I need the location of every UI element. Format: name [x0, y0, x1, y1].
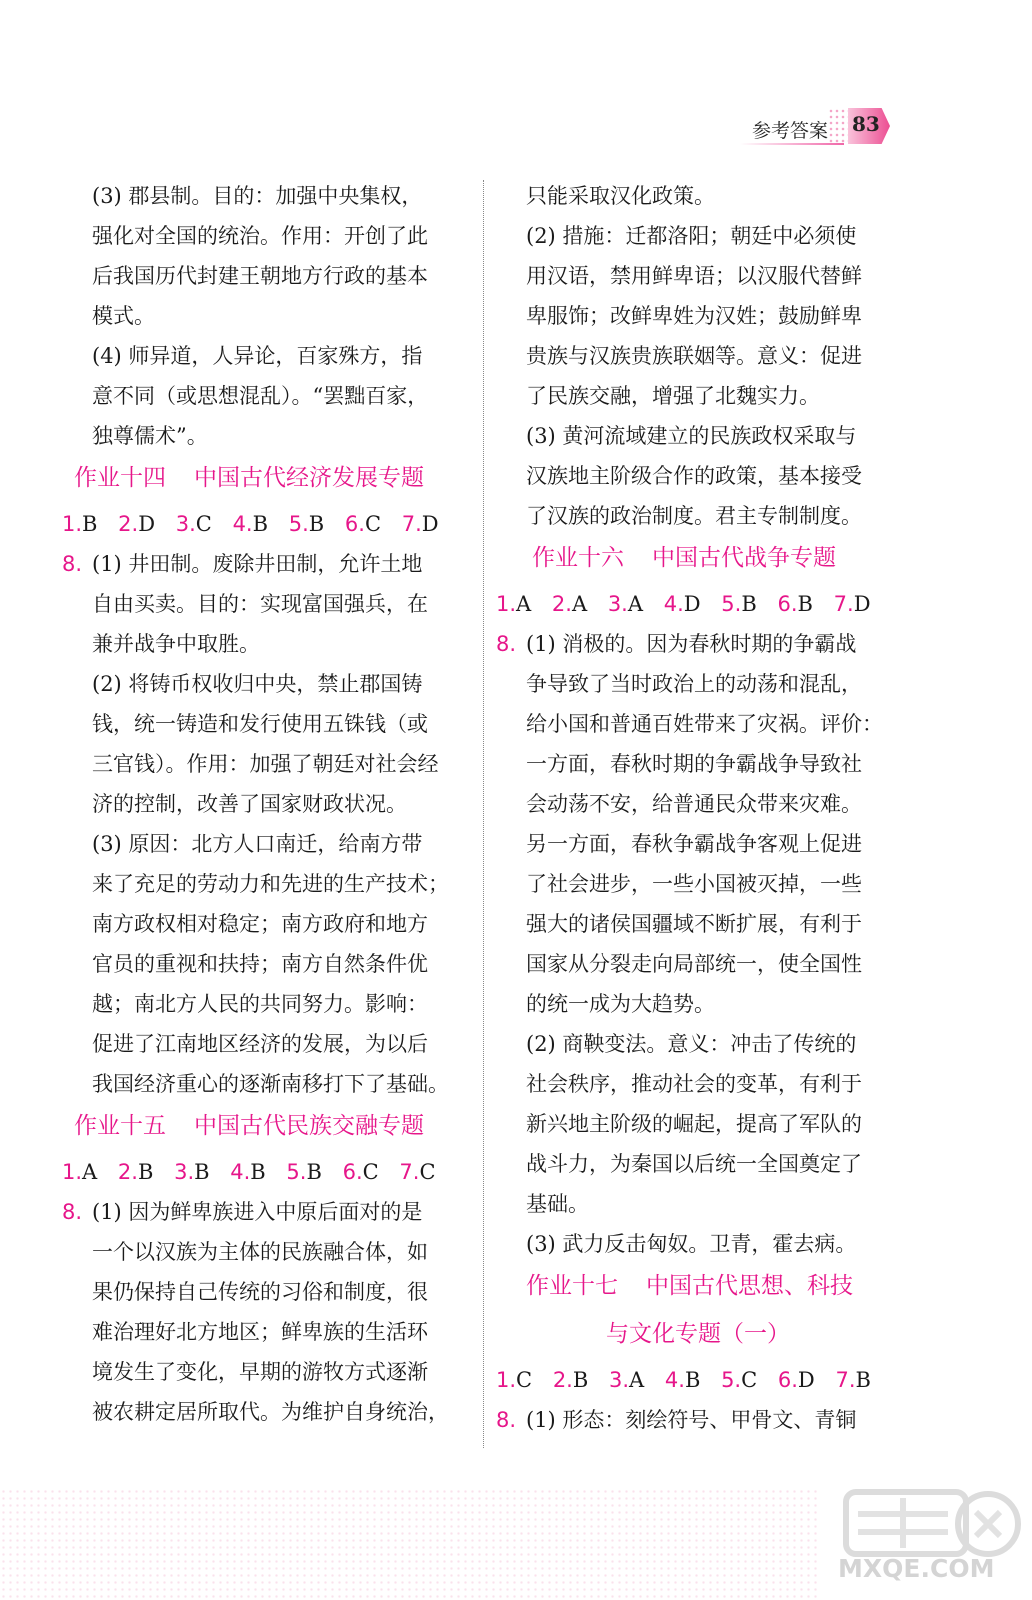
question-number: 8. [496, 1408, 517, 1432]
page-number: 83 [852, 112, 880, 136]
answer-letter: B [250, 1160, 266, 1184]
answer-number: 3. [608, 1368, 630, 1392]
answer-item [834, 584, 871, 624]
column-divider [483, 180, 484, 1448]
text-line: 越；南北方人民的共同努力。影响： [92, 992, 428, 1016]
question-8-line [62, 1192, 462, 1232]
answer-number: 7. [833, 592, 854, 616]
text-line: 了民族交融，增强了北魏实力。 [526, 384, 820, 408]
watermark-text: MXQE.COM [838, 1554, 995, 1583]
answer-letter: C [364, 512, 382, 536]
text-line: 自由买卖。目的：实现富国强兵，在 [92, 592, 428, 616]
answer-number: 7. [835, 1368, 856, 1392]
answer-item [552, 584, 587, 624]
answer-item [289, 504, 324, 544]
footer-dot-pattern [0, 1488, 820, 1600]
answer-letter: C [741, 1368, 758, 1392]
answer-number: 6. [342, 1160, 363, 1184]
text-line: 会动荡不安，给普通民众带来灾难。 [526, 792, 862, 816]
text-line: 强化对全国的统治。作用：开创了此 [92, 224, 428, 248]
text-line: 给小国和普通百姓带来了灾祸。评价： [526, 712, 883, 736]
answer-letter: D [683, 592, 701, 616]
answer-number: 2. [551, 592, 572, 616]
text-line: 后我国历代封建王朝地方行政的基本 [92, 264, 428, 288]
running-header: 参考答案 [752, 120, 829, 142]
answer-number: 5. [288, 512, 309, 536]
answer-number: 1. [62, 512, 83, 536]
text-line: (1) 井田制。废除井田制，允许土地 [92, 552, 423, 576]
answer-letter: B [306, 1160, 322, 1184]
mc-answers-17 [496, 1360, 896, 1400]
answer-item [609, 1360, 644, 1400]
answer-item [343, 1152, 379, 1192]
text-line: (2) 商鞅变法。意义：冲击了传统的 [526, 1032, 857, 1056]
text-line: 用汉语，禁用鲜卑语；以汉服代替鲜 [526, 264, 862, 288]
text-line: 一个以汉族为主体的民族融合体，如 [92, 1240, 428, 1264]
answer-item [399, 1152, 435, 1192]
answer-item [665, 1360, 700, 1400]
answer-number: 4. [663, 592, 684, 616]
answer-item [496, 584, 531, 624]
text-line: 另一方面，春秋争霸战争客观上促进 [526, 832, 862, 856]
text-line: 基础。 [526, 1192, 589, 1216]
answer-item [721, 1360, 757, 1400]
answer-number: 5. [721, 1368, 742, 1392]
text-line: 意不同（或思想混乱）。“罢黜百家， [92, 384, 429, 408]
question-8-line [62, 544, 462, 584]
mc-answers-16 [496, 584, 896, 624]
answer-letter: C [516, 1368, 533, 1392]
text-line: (3) 黄河流域建立的民族政权采取与 [526, 424, 857, 448]
text-line: 卑服饰；改鲜卑姓为汉姓；鼓励鲜卑 [526, 304, 862, 328]
answer-number: 7. [401, 512, 422, 536]
answer-letter: A [629, 1368, 645, 1392]
section-heading-17 [496, 1264, 896, 1312]
answer-letter: B [137, 1160, 154, 1184]
answer-number: 3. [175, 512, 196, 536]
answer-number: 2. [118, 512, 139, 536]
answer-item [777, 584, 812, 624]
text-line: 济的控制，改善了国家财政状况。 [92, 792, 407, 816]
mc-answers-14 [62, 504, 462, 544]
answer-letter: B [741, 592, 757, 616]
answer-number: 6. [777, 592, 798, 616]
answer-number: 3. [174, 1160, 195, 1184]
text-line: (4) 师异道，人异论，百家殊方，指 [92, 344, 423, 368]
section-label: 作业十五 [74, 1113, 166, 1139]
text-line: (3) 武力反击匈奴。卫青，霍去病。 [526, 1232, 857, 1256]
right-column [496, 176, 896, 1440]
answer-letter: B [797, 592, 813, 616]
answer-item [553, 1360, 588, 1400]
section-title: 中国古代战争专题 [652, 545, 836, 571]
answer-letter: B [572, 1368, 589, 1392]
section-title-continued: 与文化专题（一） [606, 1321, 790, 1347]
answer-item [778, 1360, 815, 1400]
answer-number: 1. [62, 1160, 83, 1184]
answer-letter: D [797, 1368, 815, 1392]
question-number: 8. [62, 1200, 83, 1224]
section-heading-16 [496, 536, 896, 584]
text-line: (3) 原因：北方人口南迁，给南方带 [92, 832, 423, 856]
answer-letter: A [627, 592, 644, 616]
left-column [62, 176, 462, 1432]
answer-number: 7. [399, 1160, 420, 1184]
answer-letter: B [855, 1368, 871, 1392]
text-line: 一方面，春秋时期的争霸战争导致社 [526, 752, 862, 776]
answer-item [345, 504, 381, 544]
text-line: 贵族与汉族贵族联姻等。意义：促进 [526, 344, 862, 368]
answer-item [835, 1360, 870, 1400]
section-label: 作业十七 [526, 1273, 618, 1299]
answer-item [402, 504, 439, 544]
text-line: 来了充足的劳动力和先进的生产技术； [92, 872, 449, 896]
text-line: 社会秩序，推动社会的变革，有利于 [526, 1072, 862, 1096]
answer-letter: B [82, 512, 98, 536]
answer-number: 2. [552, 1368, 573, 1392]
question-number: 8. [62, 552, 83, 576]
text-line: (1) 因为鲜卑族进入中原后面对的是 [92, 1200, 423, 1224]
answer-letter: B [252, 512, 269, 536]
text-line: (2) 措施：迁都洛阳；朝廷中必须使 [526, 224, 857, 248]
text-line: 三官钱）。作用：加强了朝廷对社会经 [92, 752, 439, 776]
answer-item [174, 1152, 209, 1192]
answer-item [233, 504, 268, 544]
text-line: 官员的重视和扶持；南方自然条件优 [92, 952, 428, 976]
answer-item [118, 504, 155, 544]
answer-number: 6. [777, 1368, 798, 1392]
text-line: 只能采取汉化政策。 [526, 184, 715, 208]
answer-item [230, 1152, 265, 1192]
text-line: 汉族地主阶级合作的政策，基本接受 [526, 464, 862, 488]
section-title: 中国古代思想、科技 [646, 1273, 853, 1299]
text-line: 独尊儒术”。 [92, 424, 208, 448]
answer-letter: B [194, 1160, 210, 1184]
answer-letter: A [82, 1160, 98, 1184]
answer-letter: D [421, 512, 439, 536]
text-line: 兼并战争中取胜。 [92, 632, 260, 656]
text-line: 钱，统一铸造和发行使用五铢钱（或 [92, 712, 428, 736]
text-line: (2) 将铸币权收归中央，禁止郡国铸 [92, 672, 423, 696]
answer-item [496, 1360, 532, 1400]
mc-answers-15 [62, 1152, 462, 1192]
answer-letter: B [684, 1368, 701, 1392]
answer-letter: D [853, 592, 871, 616]
text-line: (1) 形态：刻绘符号、甲骨文、青铜 [526, 1408, 857, 1432]
text-line: (3) 郡县制。目的：加强中央集权， [92, 184, 423, 208]
answer-letter: C [419, 1160, 436, 1184]
answer-number: 5. [721, 592, 742, 616]
text-line: 强大的诸侯国疆域不断扩展，有利于 [526, 912, 862, 936]
section-heading-17-continued [496, 1312, 896, 1360]
answer-item [608, 584, 643, 624]
question-number: 8. [496, 632, 517, 656]
text-line: 了社会进步，一些小国被灭掉，一些 [526, 872, 862, 896]
text-line: 战斗力，为秦国以后统一全国奠定了 [526, 1152, 862, 1176]
answer-letter: C [362, 1160, 379, 1184]
section-label: 作业十六 [532, 545, 624, 571]
text-line: 南方政权相对稳定；南方政府和地方 [92, 912, 428, 936]
answer-number: 2. [117, 1160, 138, 1184]
text-line: 争导致了当时政治上的动荡和混乱， [526, 672, 862, 696]
section-label: 作业十四 [74, 465, 166, 491]
answer-letter: A [516, 592, 532, 616]
text-line: (1) 消极的。因为春秋时期的争霸战 [526, 632, 857, 656]
answer-number: 5. [286, 1160, 307, 1184]
text-line: 了汉族的政治制度。君主专制制度。 [526, 504, 862, 528]
question-8-line [496, 624, 896, 664]
answer-item [721, 584, 756, 624]
answer-number: 4. [232, 512, 253, 536]
answer-item [118, 1152, 153, 1192]
text-line: 境发生了变化，早期的游牧方式逐渐 [92, 1360, 428, 1384]
section-title: 中国古代经济发展专题 [194, 465, 424, 491]
answer-number: 4. [664, 1368, 685, 1392]
text-line: 新兴地主阶级的崛起，提高了军队的 [526, 1112, 862, 1136]
answer-item [664, 584, 701, 624]
answer-number: 1. [496, 592, 517, 616]
answer-item [286, 1152, 321, 1192]
answer-letter: C [195, 512, 212, 536]
text-line: 我国经济重心的逐渐南移打下了基础。 [92, 1072, 449, 1096]
answer-letter: A [571, 592, 588, 616]
answer-letter: D [138, 512, 156, 536]
text-line: 难治理好北方地区；鲜卑族的生活环 [92, 1320, 428, 1344]
section-title: 中国古代民族交融专题 [194, 1113, 424, 1139]
question-8-line [496, 1400, 896, 1440]
answer-number: 6. [344, 512, 365, 536]
text-line: 模式。 [92, 304, 155, 328]
answer-item [176, 504, 212, 544]
section-heading-14 [62, 456, 462, 504]
text-line: 被农耕定居所取代。为维护自身统治， [92, 1400, 449, 1424]
answer-number: 4. [230, 1160, 251, 1184]
answer-item [62, 504, 97, 544]
answer-number: 1. [496, 1368, 517, 1392]
answer-number: 3. [607, 592, 628, 616]
text-line: 国家从分裂走向局部统一，使全国性 [526, 952, 862, 976]
answer-item [62, 1152, 97, 1192]
text-line: 果仍保持自己传统的习俗和制度，很 [92, 1280, 428, 1304]
text-line: 的统一成为大趋势。 [526, 992, 715, 1016]
section-heading-15 [62, 1104, 462, 1152]
text-line: 促进了江南地区经济的发展，为以后 [92, 1032, 428, 1056]
answer-letter: B [308, 512, 325, 536]
